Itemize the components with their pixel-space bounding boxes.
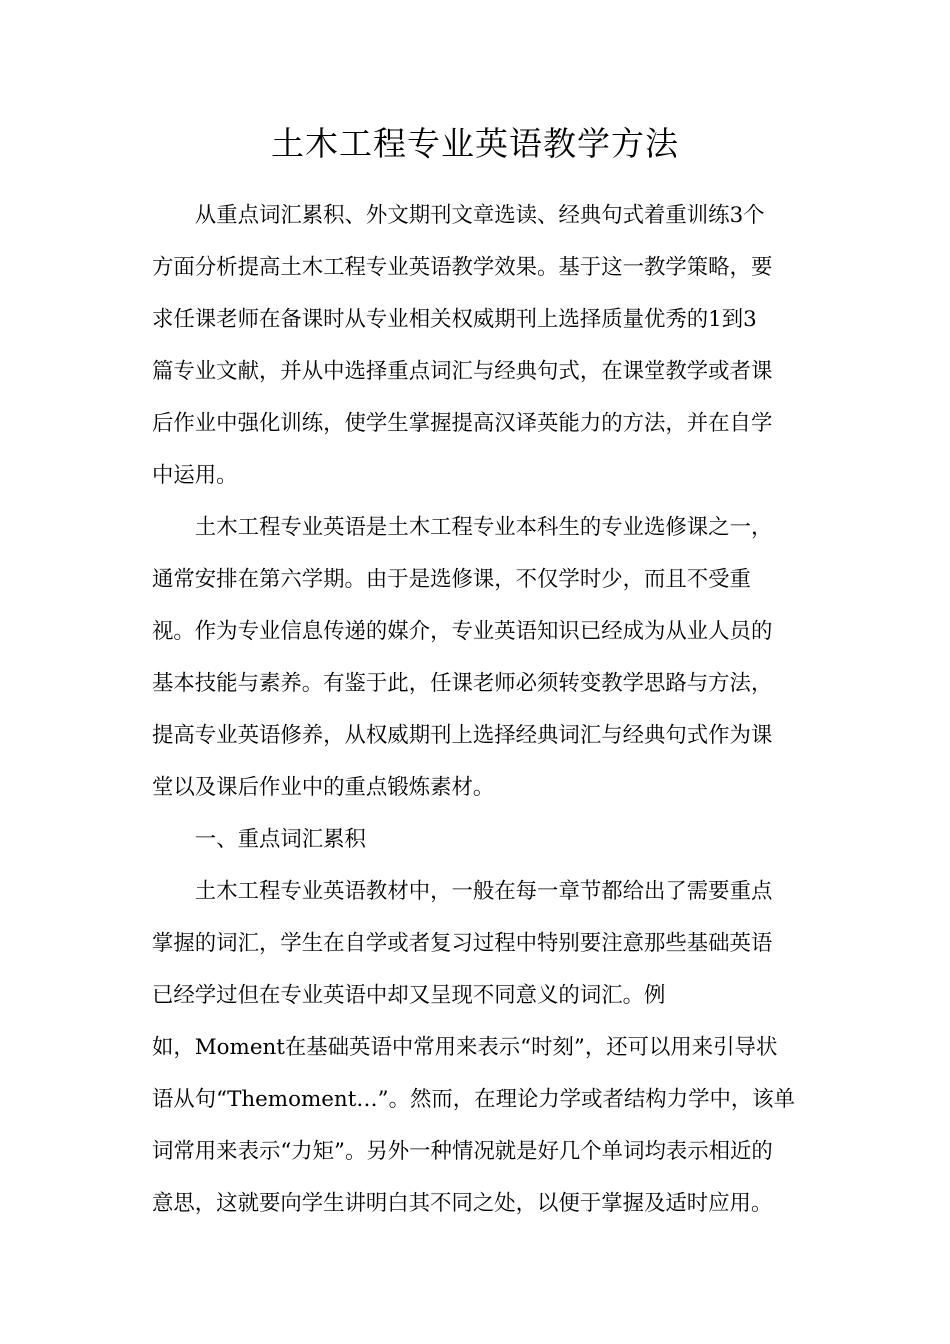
intro-paragraph: [152, 190, 800, 502]
paragraph-line: 如，Moment在基础英语中常用来表示“时刻”，还可以用来引导状: [152, 1035, 778, 1060]
paragraph-line: 求任课老师在备课时从专业相关权威期刊上选择质量优秀的1到3: [152, 307, 757, 332]
paragraph-line: 土木工程专业英语教材中，一般在每一章节都给出了需要重点: [194, 879, 773, 904]
paragraph-line: 从重点词汇累积、外文期刊文章选读、经典句式着重训练3个: [194, 203, 765, 228]
paragraph-line: 堂以及课后作业中的重点锻炼素材。: [152, 775, 495, 800]
section-paragraph: [152, 866, 800, 1230]
paragraph-line: 视。作为专业信息传递的媒介，专业英语知识已经成为从业人员的: [152, 619, 773, 644]
paragraph-line: 意思，这就要向学生讲明白其不同之处，以便于掌握及适时应用。: [152, 1191, 773, 1216]
section-heading: 一、重点词汇累积: [194, 827, 366, 852]
paragraph-line: 通常安排在第六学期。由于是选修课，不仅学时少，而且不受重: [152, 567, 751, 592]
paragraph-line: 语从句“Themoment…”。然而，在理论力学或者结构力学中，该单: [152, 1087, 796, 1112]
document-body: [152, 190, 800, 1230]
paragraph-line: 基本技能与素养。有鉴于此，任课老师必须转变教学思路与方法，: [152, 671, 773, 696]
paragraph-line: 中运用。: [152, 463, 238, 488]
paragraph-line: 方面分析提高土木工程专业英语教学效果。基于这一教学策略，要: [152, 255, 773, 280]
paragraph-line: 掌握的词汇，学生在自学或者复习过程中特别要注意那些基础英语: [152, 931, 773, 956]
paragraph-line: 后作业中强化训练，使学生掌握提高汉译英能力的方法，并在自学: [152, 411, 773, 436]
paragraph-line: 土木工程专业英语是土木工程专业本科生的专业选修课之一，: [194, 515, 773, 540]
paragraph-line: 已经学过但在专业英语中却又呈现不同意义的词汇。例: [152, 983, 666, 1008]
document-title: 土木工程专业英语教学方法: [271, 124, 679, 163]
background-paragraph: [152, 502, 800, 814]
paragraph-line: 词常用来表示“力矩”。另外一种情况就是好几个单词均表示相近的: [152, 1139, 773, 1164]
paragraph-line: 提高专业英语修养，从权威期刊上选择经典词汇与经典句式作为课: [152, 723, 773, 748]
paragraph-line: 篇专业文献，并从中选择重点词汇与经典句式，在课堂教学或者课: [152, 359, 773, 384]
